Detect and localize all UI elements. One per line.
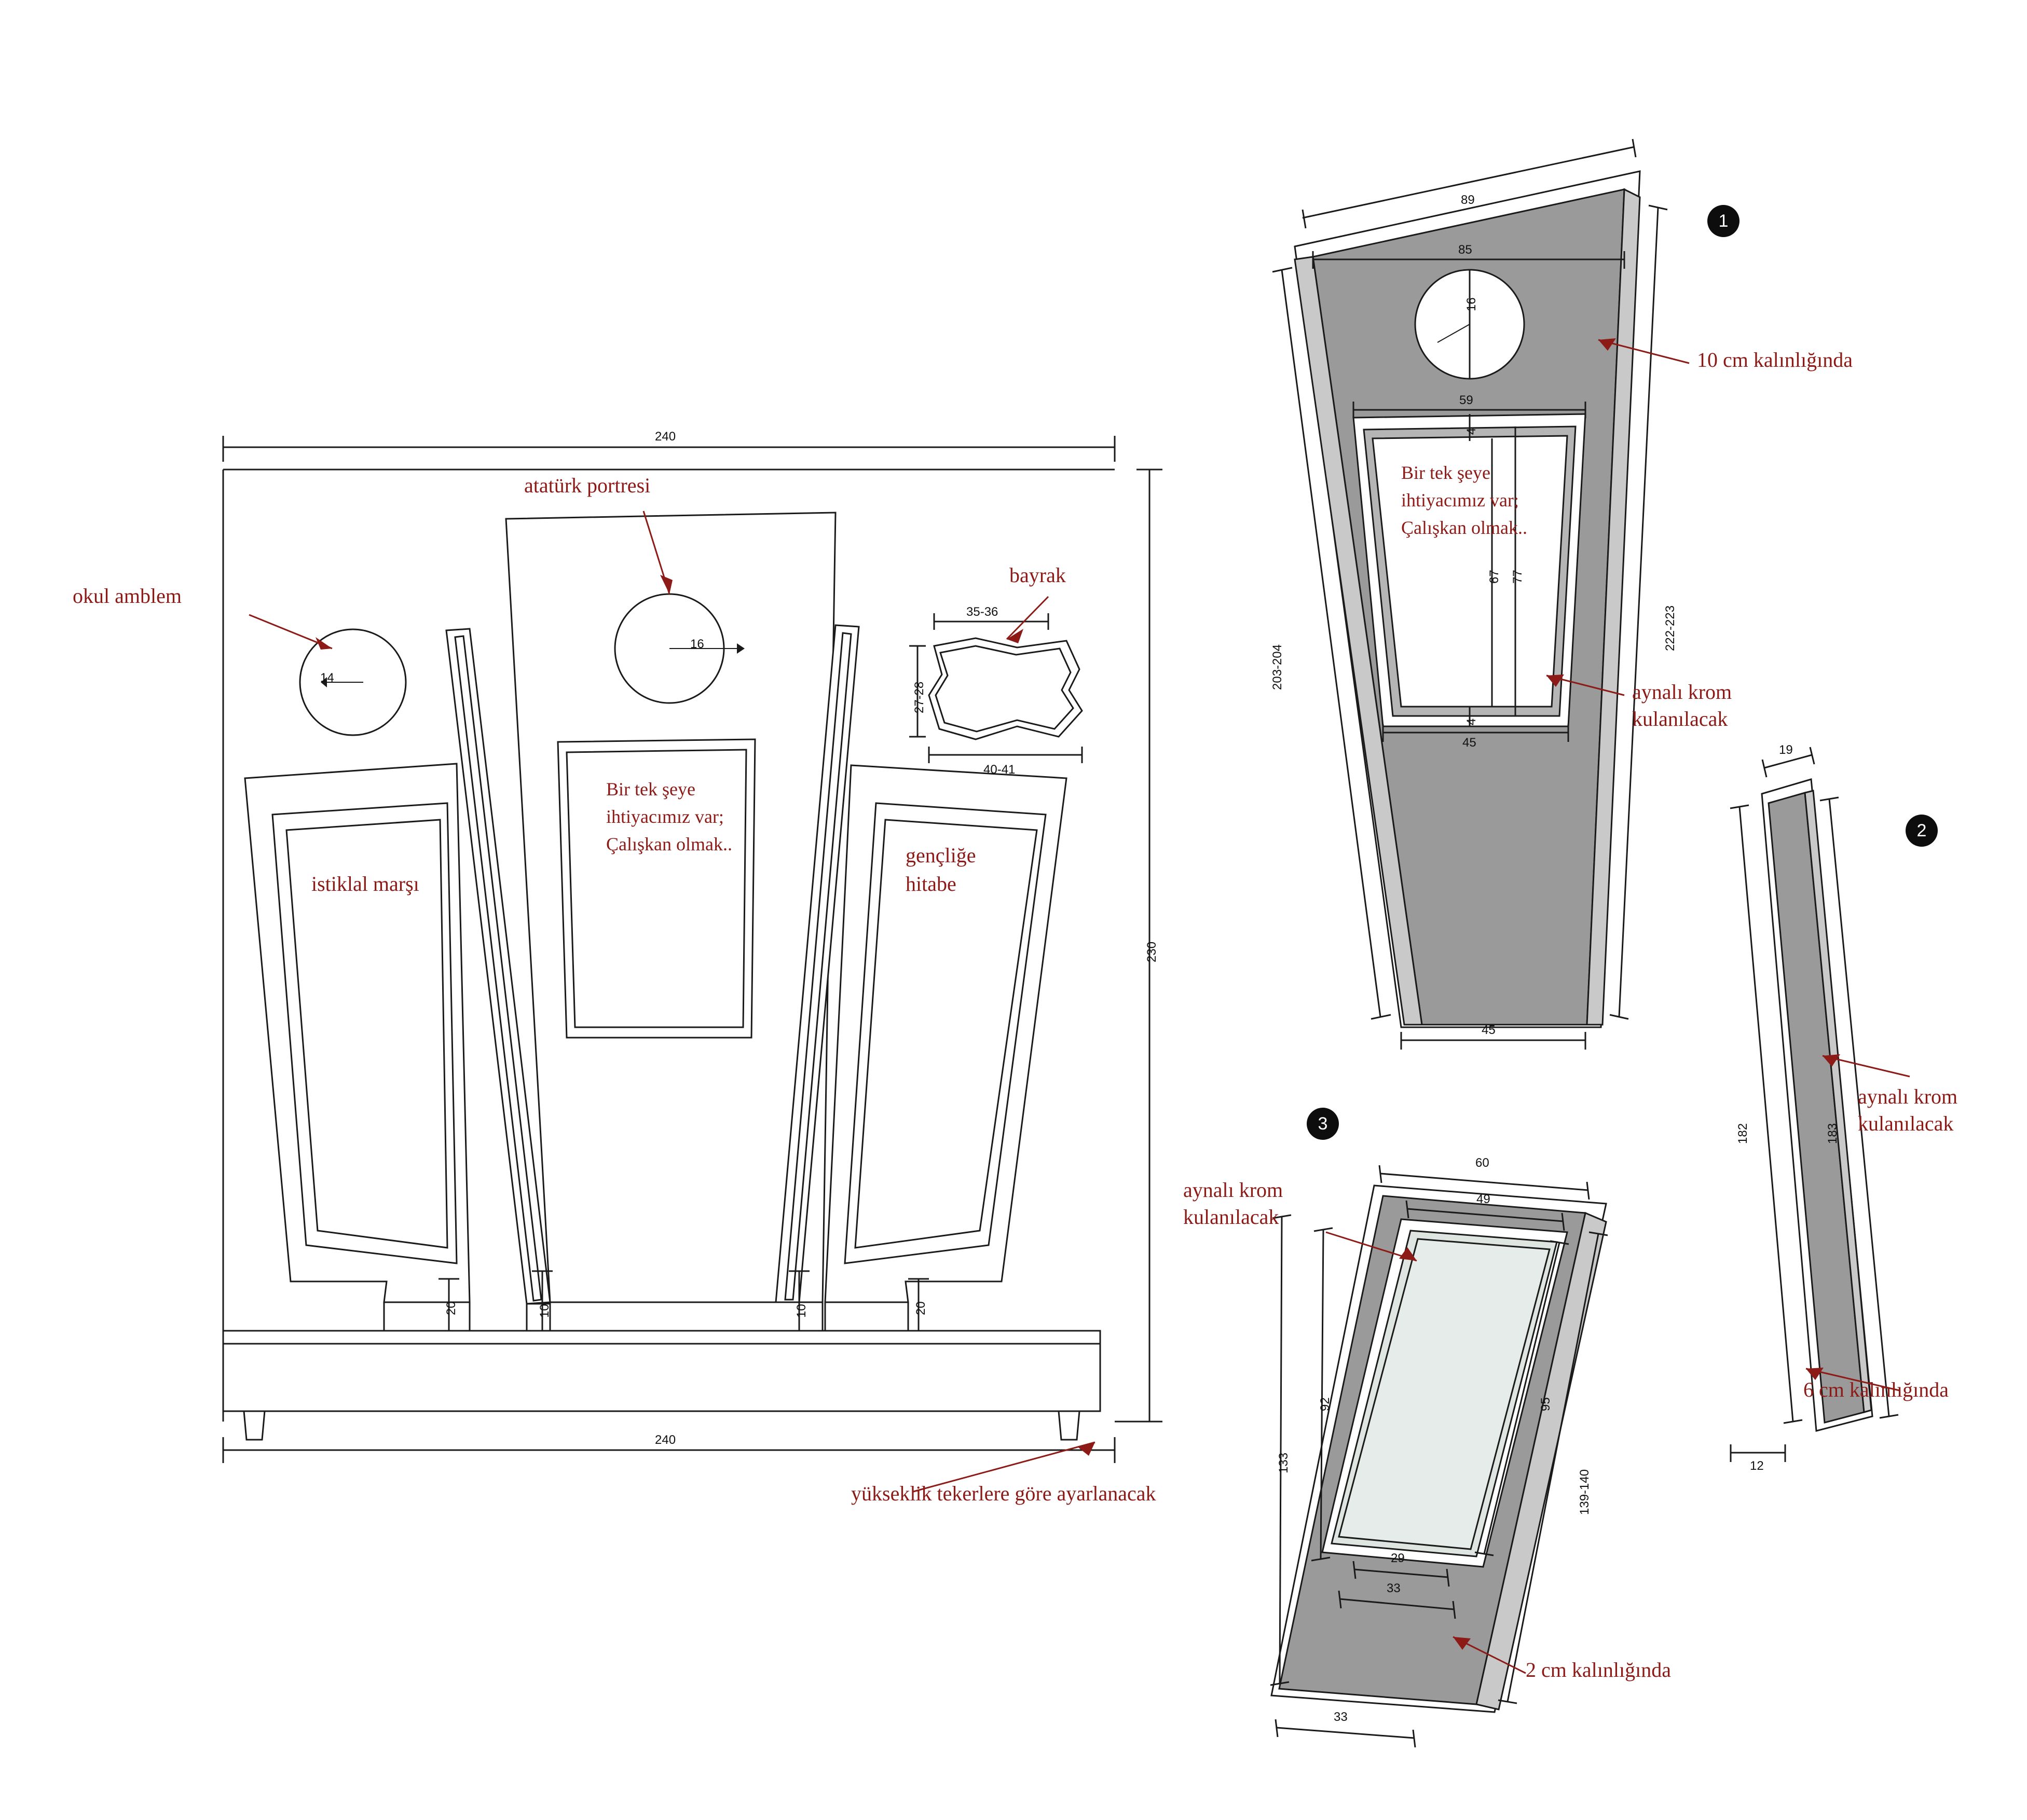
front-quote-line1: Bir tek şeye xyxy=(606,779,695,799)
part2-label-kalinlik: 6 cm kalınlığında xyxy=(1803,1378,1949,1401)
label-genclige-hitabe-line2: hitabe xyxy=(906,872,956,895)
part1-quote-line3: Çalışkan olmak.. xyxy=(1401,517,1527,538)
dim-part1-frame-bottom: 45 xyxy=(1462,736,1476,750)
part2-label-krom-line1: aynalı krom xyxy=(1858,1085,1958,1108)
dim-part3-inner-top: 49 xyxy=(1476,1192,1490,1206)
part1-quote-line1: Bir tek şeye xyxy=(1401,462,1490,483)
label-istiklal-marsi: istiklal marşı xyxy=(311,872,419,895)
dim-front-height: 230 xyxy=(1145,941,1159,962)
front-view-group xyxy=(223,436,1162,1463)
dim-part1-top: 89 xyxy=(1461,193,1475,207)
dim-emblem-diameter: 14 xyxy=(320,671,334,685)
dim-right-base: 20 xyxy=(914,1301,928,1315)
part3-label-krom-line1: aynalı krom xyxy=(1183,1178,1283,1202)
part1-group xyxy=(1272,139,1667,1050)
part1-quote-line2: ihtiyacımız var; xyxy=(1401,490,1519,511)
dim-part3-left-outer: 133 xyxy=(1277,1452,1291,1473)
front-quote-line2: ihtiyacımız var; xyxy=(606,806,724,827)
dim-front-top-width: 240 xyxy=(655,430,676,444)
dim-part3-top: 60 xyxy=(1475,1156,1489,1170)
dim-part1-right-height: 222-223 xyxy=(1663,605,1677,651)
label-ataturk-portresi: atatürk portresi xyxy=(524,474,651,497)
dim-part3-mid-bottom: 33 xyxy=(1387,1581,1401,1595)
dim-portrait-diameter: 16 xyxy=(690,637,704,651)
dim-flag-width: 35-36 xyxy=(966,605,998,619)
dim-part1-inner-top: 85 xyxy=(1458,243,1472,257)
part3-badge: 3 xyxy=(1307,1108,1339,1140)
dim-part1-frame-outer-h: 77 xyxy=(1511,570,1525,584)
dim-part3-right-outer: 139-140 xyxy=(1578,1469,1592,1515)
dim-part1-frame-top: 59 xyxy=(1459,393,1473,407)
dim-flag-height: 27-28 xyxy=(912,681,926,713)
dim-part2-bottom: 12 xyxy=(1750,1459,1764,1473)
dim-part1-bottom: 45 xyxy=(1482,1023,1496,1037)
dim-part3-bottom: 33 xyxy=(1334,1710,1348,1724)
dim-flag-base: 40-41 xyxy=(983,763,1016,777)
label-okul-amblem: okul amblem xyxy=(73,584,182,608)
dim-left-inner: 10 xyxy=(538,1304,552,1318)
part3-label-kalinlik: 2 cm kalınlığında xyxy=(1526,1658,1671,1681)
dim-part3-right-inner: 95 xyxy=(1539,1397,1553,1411)
dim-front-bottom-width: 240 xyxy=(655,1433,676,1447)
part2-badge: 2 xyxy=(1906,815,1938,847)
part3-label-krom-line2: kulanılacak xyxy=(1183,1205,1279,1229)
dim-part3-left-inner: 92 xyxy=(1318,1397,1332,1411)
part1-badge: 1 xyxy=(1707,205,1740,237)
dim-part1-circle-dia: 16 xyxy=(1464,297,1478,311)
part1-label-krom-line1: aynalı krom xyxy=(1632,680,1732,704)
dim-part1-gap-top: 4 xyxy=(1464,428,1478,435)
dim-part1-frame-inner-h: 67 xyxy=(1487,570,1501,584)
dim-part2-right-height: 183 xyxy=(1826,1123,1840,1144)
dim-left-base: 20 xyxy=(444,1301,458,1315)
dim-part1-left-height: 203-204 xyxy=(1270,644,1284,690)
dim-right-inner: 10 xyxy=(795,1304,809,1318)
dim-part2-left-height: 182 xyxy=(1736,1123,1750,1144)
dim-part1-gap-bottom: 4 xyxy=(1464,718,1478,725)
front-quote-line3: Çalışkan olmak.. xyxy=(606,834,732,854)
label-genclige-hitabe-line1: gençliğe xyxy=(906,844,976,867)
part2-label-krom-line2: kulanılacak xyxy=(1858,1112,1954,1135)
label-bayrak: bayrak xyxy=(1009,563,1066,587)
part1-label-kalinlik: 10 cm kalınlığında xyxy=(1697,348,1853,371)
label-yukseklik-ayarlanacak: yükseklik tekerlere göre ayarlanacak xyxy=(851,1482,1156,1505)
part1-label-krom-line2: kulanılacak xyxy=(1632,707,1728,730)
dim-part2-top: 19 xyxy=(1779,743,1793,757)
dim-part3-inner-bottom: 29 xyxy=(1391,1551,1405,1565)
